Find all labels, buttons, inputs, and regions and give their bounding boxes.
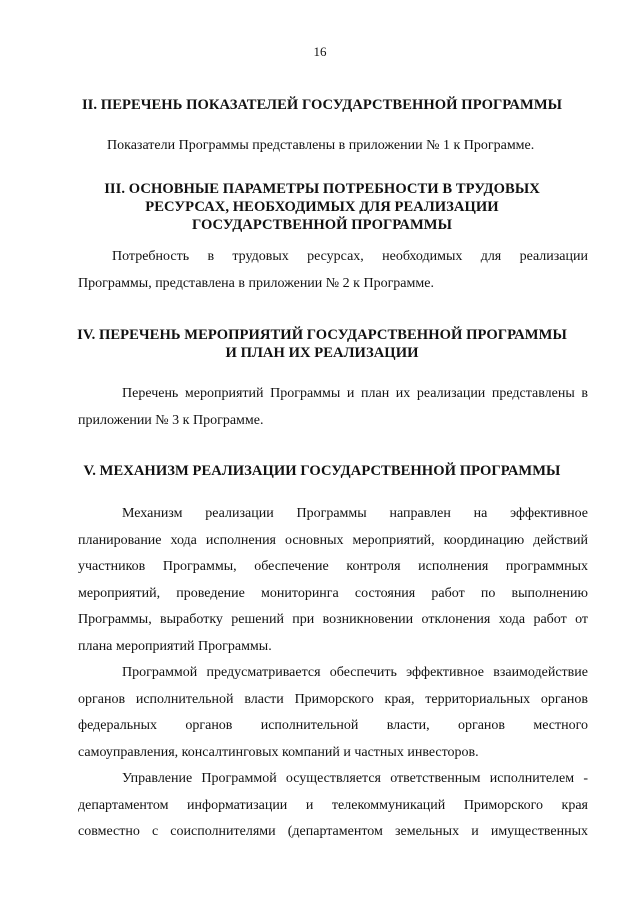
- section-5-heading: V. МЕХАНИЗМ РЕАЛИЗАЦИИ ГОСУДАРСТВЕННОЙ ПРОГРАММЫ: [83, 463, 561, 479]
- section-3-heading-line: III. ОСНОВНЫЕ ПАРАМЕТРЫ ПОТРЕБНОСТИ В ТРУДОВЫХ: [104, 181, 540, 197]
- paragraph-line: совместно с соисполнителями (департаментом земельных и имущественных: [78, 824, 588, 839]
- section-2-text: [107, 133, 587, 160]
- section-3-heading-line: ГОСУДАРСТВЕННОЙ ПРОГРАММЫ: [191, 217, 453, 233]
- section-4-heading: [60, 326, 584, 362]
- paragraph-line: департаментом информатизации и телекоммуникаций Приморского края: [78, 797, 588, 813]
- section-5-paragraph-2: [78, 660, 588, 766]
- section-4-text-line: приложении № 3 к Программе.: [78, 412, 264, 428]
- paragraph-line: Программы, выработку решений при возникновении отклонения хода работ от: [78, 612, 588, 627]
- section-3-heading: [60, 180, 584, 234]
- section-3-text-line: Потребность в трудовых ресурсах, необходимых для реализации: [112, 249, 588, 264]
- paragraph-line: самоуправления, консалтинговых компаний и частных инвесторов.: [78, 744, 479, 760]
- section-3-text: [78, 244, 588, 297]
- section-4-heading-line: IV. ПЕРЕЧЕНЬ МЕРОПРИЯТИЙ ГОСУДАРСТВЕННОЙ ПРОГРАММЫ: [77, 327, 567, 343]
- section-5-paragraph-3: [78, 766, 588, 846]
- paragraph-line: мероприятий, проведение мониторинга состояния работ по выполнению: [78, 585, 588, 601]
- page-number: 16: [313, 44, 327, 59]
- paragraph-line: Программой предусматривается обеспечить эффективное взаимодействие: [122, 665, 588, 680]
- section-4-heading-line: И ПЛАН ИХ РЕАЛИЗАЦИИ: [225, 345, 419, 361]
- paragraph-line: Управление Программой осуществляется ответственным исполнителем -: [122, 771, 588, 786]
- paragraph-line: планирование хода исполнения основных мероприятий, координацию действий: [78, 532, 588, 548]
- section-4-text: [78, 381, 588, 434]
- paragraph-line: Механизм реализации Программы направлен на эффективное: [122, 506, 588, 521]
- section-2-heading: II. ПЕРЕЧЕНЬ ПОКАЗАТЕЛЕЙ ГОСУДАРСТВЕННОЙ ПРОГРАММЫ: [81, 97, 563, 113]
- section-3-text-line: Программы, представлена в приложении № 2 к Программе.: [78, 275, 434, 291]
- section-4-text-line: Перечень мероприятий Программы и план их реализации представлены в: [122, 386, 588, 401]
- section-5-paragraph-1: [78, 501, 588, 660]
- paragraph-line: федеральных органов исполнительной власти, органов местного: [78, 718, 588, 733]
- paragraph-line: плана мероприятий Программы.: [78, 638, 272, 654]
- paragraph-line: органов исполнительной власти Приморского края, территориальных органов: [78, 691, 588, 707]
- section-2-text-line: Показатели Программы представлены в приложении № 1 к Программе.: [107, 138, 535, 153]
- paragraph-line: участников Программы, обеспечение контроля исполнения программных: [78, 559, 588, 574]
- section-3-heading-line: РЕСУРСАХ, НЕОБХОДИМЫХ ДЛЯ РЕАЛИЗАЦИИ: [145, 199, 499, 215]
